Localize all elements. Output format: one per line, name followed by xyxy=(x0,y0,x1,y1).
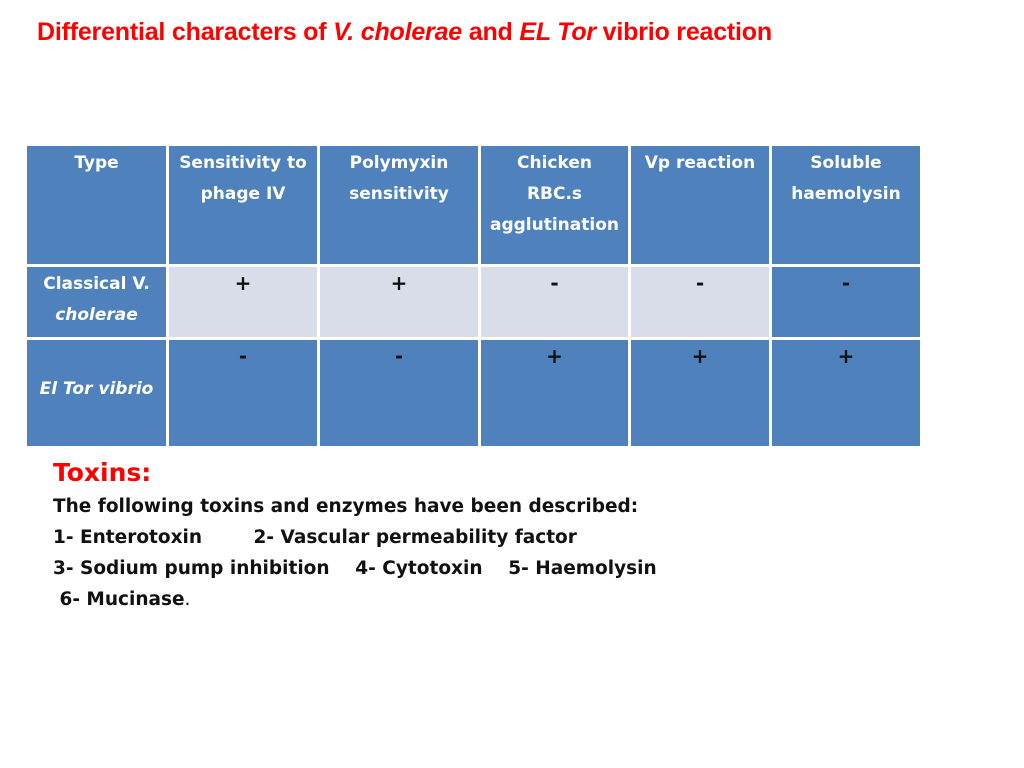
table-row-classical xyxy=(26,266,922,339)
row-label-eltor: El Tor vibrio xyxy=(26,339,168,448)
title-species: V. cholerae xyxy=(333,18,462,46)
toxins-line-3 xyxy=(53,584,657,615)
title-eltor: EL Tor xyxy=(519,18,596,46)
header-cell-vp: Vp reaction xyxy=(630,145,771,266)
cell-eltor-chicken-rbc: + xyxy=(480,339,630,448)
table-header-row xyxy=(26,145,922,266)
cell-classical-haemolysin: - xyxy=(771,266,922,339)
title-part5: vibrio reaction xyxy=(595,18,772,46)
title-part1: Differential characters of xyxy=(37,18,334,46)
header-cell-haemolysin: Soluble haemolysin xyxy=(771,145,922,266)
header-cell-polymyxin: Polymyxin sensitivity xyxy=(319,145,480,266)
cell-classical-polymyxin: + xyxy=(319,266,480,339)
cell-classical-phage: + xyxy=(168,266,319,339)
cell-eltor-vp: + xyxy=(630,339,771,448)
cell-eltor-polymyxin: - xyxy=(319,339,480,448)
toxins-line-1: 1- Enterotoxin 2- Vascular permeability factor xyxy=(53,527,577,548)
toxins-section xyxy=(53,458,657,615)
toxins-heading: Toxins: xyxy=(53,458,152,487)
table-row-eltor xyxy=(26,339,922,448)
toxins-intro: The following toxins and enzymes have been described: xyxy=(53,496,639,517)
title-part3: and xyxy=(462,18,520,46)
toxins-line-3-text: 6- Mucinase xyxy=(53,589,185,610)
cell-classical-vp: - xyxy=(630,266,771,339)
row-label-classical: Classical V. cholerae xyxy=(26,266,168,339)
toxins-line-2: 3- Sodium pump inhibition 4- Cytotoxin 5- Haemolysin xyxy=(53,558,657,579)
slide-title xyxy=(37,18,772,47)
header-cell-phage: Sensitivity to phage IV xyxy=(168,145,319,266)
header-cell-type: Type xyxy=(26,145,168,266)
toxins-line-3-period: . xyxy=(184,589,191,610)
header-cell-chicken-rbc: Chicken RBC.s agglutination xyxy=(480,145,630,266)
cell-classical-chicken-rbc: - xyxy=(480,266,630,339)
differential-table xyxy=(24,143,923,449)
cell-eltor-haemolysin: + xyxy=(771,339,922,448)
cell-eltor-phage: - xyxy=(168,339,319,448)
